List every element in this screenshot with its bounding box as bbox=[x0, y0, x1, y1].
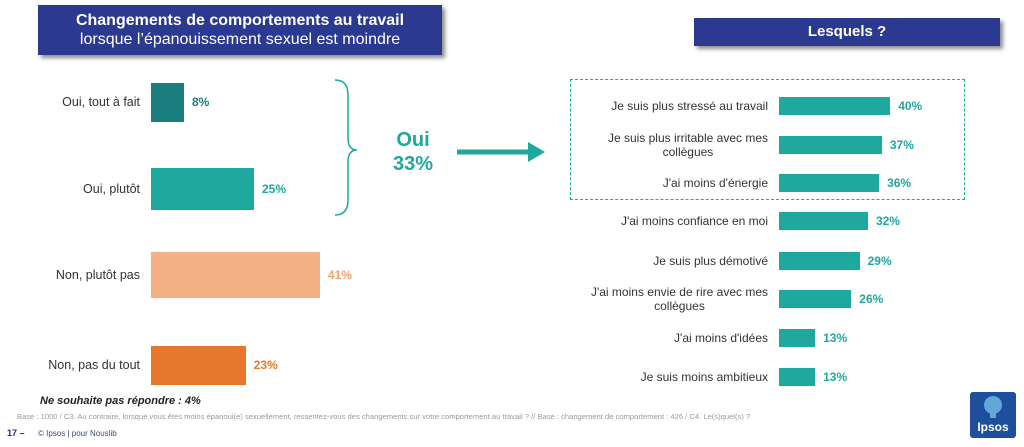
data-label: 13% bbox=[823, 330, 848, 345]
data-label: 41% bbox=[327, 268, 352, 282]
data-label: 26% bbox=[859, 291, 884, 306]
data-label: 25% bbox=[262, 182, 287, 196]
right-chart-title: Lesquels ? bbox=[694, 18, 1000, 46]
data-label: 23% bbox=[253, 358, 278, 372]
bar bbox=[779, 97, 890, 115]
category-label: Je suis plus stressé au travail bbox=[611, 99, 768, 113]
base-note: Base : 1000 / C3. Au contraire, lorsque vous êtes moins épanoui(e) sexuellement, ressentez-vous des changements sur votre comportement au travail ? // Base : changement de comportement : 426 / C4. Le(s)quel(s) ? bbox=[17, 412, 751, 421]
data-label: 13% bbox=[823, 369, 848, 384]
category-label: Je suis plus irritable avec mes collègues bbox=[607, 131, 768, 159]
group-summary-label: Oui bbox=[396, 129, 430, 151]
bar bbox=[779, 368, 815, 386]
bar bbox=[779, 252, 860, 270]
logo-text: Ipsos bbox=[977, 420, 1009, 434]
no-answer-note: Ne souhaite pas répondre : 4% bbox=[40, 395, 201, 407]
group-summary-value: 33% bbox=[392, 153, 434, 175]
bar bbox=[779, 136, 882, 154]
left-chart-subtitle: lorsque l’épanouissement sexuel est moindre bbox=[79, 31, 401, 48]
footer-credit: © Ipsos | pour Nouslib bbox=[38, 429, 117, 438]
data-label: 8% bbox=[191, 95, 210, 109]
data-label: 36% bbox=[887, 175, 912, 190]
ipsos-logo bbox=[970, 392, 1016, 438]
bar bbox=[779, 329, 815, 347]
bar bbox=[779, 212, 868, 230]
category-label: Je suis plus démotivé bbox=[653, 253, 768, 268]
category-label: Non, plutôt pas bbox=[55, 268, 140, 282]
left-chart-title-line1: Changements de comportements au travail bbox=[75, 12, 405, 29]
category-label: Non, pas du tout bbox=[48, 358, 140, 372]
category-label: Je suis moins ambitieux bbox=[640, 369, 768, 384]
category-label: Oui, tout à fait bbox=[62, 95, 140, 109]
page-number: 17 – bbox=[7, 428, 25, 438]
data-label: 29% bbox=[867, 253, 892, 268]
category-label: J'ai moins d'idées bbox=[674, 330, 768, 345]
data-label: 37% bbox=[889, 138, 914, 152]
category-label: J'ai moins confiance en moi bbox=[620, 213, 768, 228]
data-label: 32% bbox=[875, 213, 900, 228]
bar bbox=[779, 290, 851, 308]
category-label: Oui, plutôt bbox=[83, 182, 140, 196]
category-label: J'ai moins d'énergie bbox=[662, 175, 768, 190]
data-label: 40% bbox=[898, 99, 923, 113]
logo-stem-icon bbox=[990, 408, 996, 418]
category-label: J'ai moins envie de rire avec mes collègues bbox=[590, 284, 768, 313]
bar bbox=[779, 174, 879, 192]
